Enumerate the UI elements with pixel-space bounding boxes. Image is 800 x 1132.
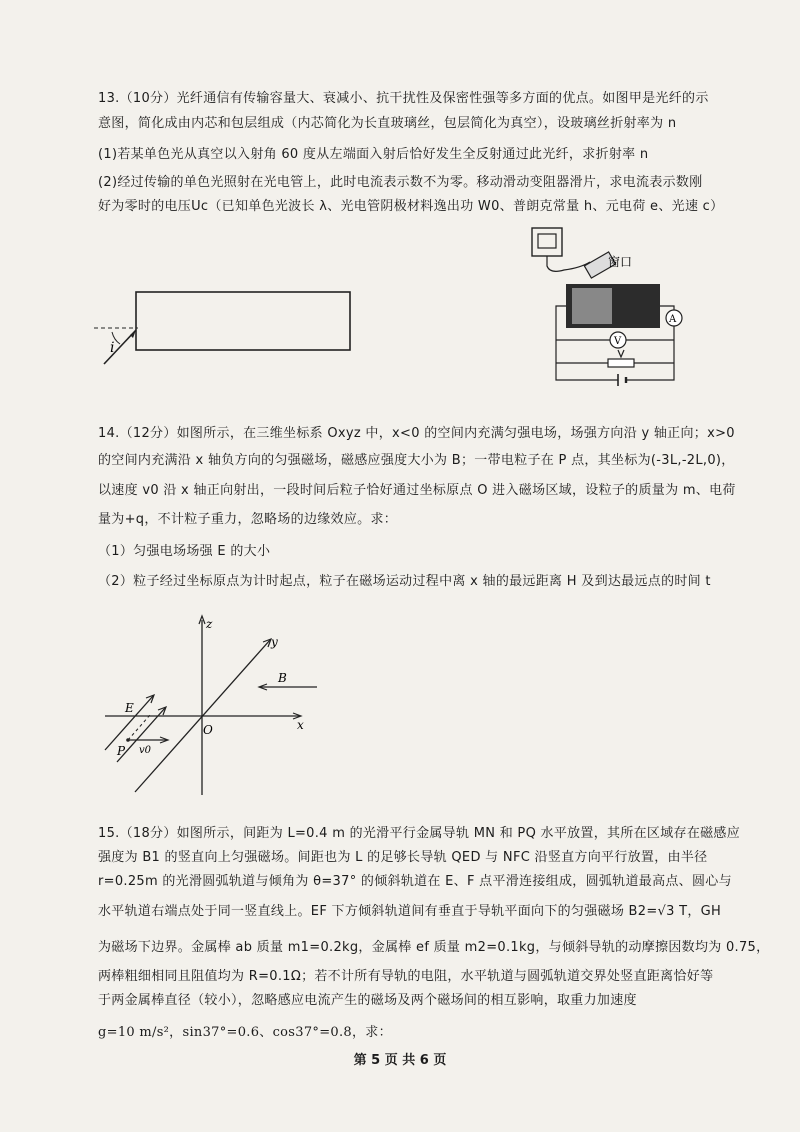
y-label: y: [271, 635, 278, 649]
p-projection-y: [128, 715, 150, 740]
q14-line-6: （2）粒子经过坐标原点为计时起点，粒子在磁场运动过程中离 x 轴的最远距离 H 及到达最远点的时间 t: [98, 574, 711, 589]
rheostat-icon[interactable]: [608, 359, 634, 367]
q13-line-3: (1)若某单色光从真空以入射角 60 度从左端面入射后恰好发生全反射通过此光纤，求折射率 n: [98, 147, 649, 162]
voltmeter-label: V: [614, 336, 622, 347]
z-label: z: [206, 617, 213, 631]
q13-fiber-figure: [90, 280, 360, 380]
q13-line-4: (2)经过传输的单色光照射在光电管上，此时电流表示数不为零。移动滑动变阻器滑片，求电流表示数刚: [98, 175, 703, 190]
q14-line-2: 的空间内充满沿 x 轴负方向的匀强磁场，磁感应强度大小为 B；一带电粒子在 P 点，其坐标为(-3L,-2L,0)，: [98, 453, 735, 468]
light-source-box: [532, 228, 562, 256]
q15-line-3: r=0.25m 的光滑圆弧轨道与倾角为 θ=37° 的倾斜轨道在 E、F 点平滑连接组成，圆弧轨道最高点、圆心与: [98, 874, 732, 889]
page-footer: 第 5 页 共 6 页: [353, 1053, 447, 1068]
q15-line-7: 于两金属棒直径（较小），忽略感应电流产生的磁场及两个磁场间的相互影响，取重力加速度: [98, 993, 637, 1008]
incidence-angle-label: i: [110, 340, 115, 356]
q13-line-1: 13.（10分）光纤通信有传输容量大、衰减小、抗干扰性及保密性强等多方面的优点。如图甲是光纤的示: [98, 91, 709, 106]
b-label: B: [278, 671, 287, 685]
v0-label: v0: [139, 745, 152, 756]
x-label: x: [297, 718, 304, 732]
point-p: [126, 738, 130, 742]
circuit-wire-right-top: [660, 306, 674, 310]
q14-line-3: 以速度 v0 沿 x 轴正向射出，一段时间后粒子恰好通过坐标原点 O 进入磁场区域，设粒子的质量为 m、电荷: [98, 483, 736, 498]
q13-photocell-figure: [520, 222, 700, 387]
q14-coordinate-figure: [95, 610, 325, 805]
q15-line-8: g=10 m/s²，sin37°=0.6、cos37°=0.8，求：: [98, 1025, 392, 1040]
q15-line-6: 两棒粗细相同且阻值均为 R=0.1Ω；若不计所有导轨的电阻，水平轨道与圆弧轨道交界处竖直距离恰好等: [98, 969, 714, 984]
ray-arrow-icon: [130, 330, 136, 338]
origin-label: O: [203, 723, 213, 737]
light-source-icon: [538, 234, 556, 248]
slider-arrow-icon[interactable]: [618, 350, 624, 357]
p-label: P: [117, 744, 126, 758]
e-label: E: [125, 701, 134, 715]
q13-line-2: 意图，简化成由内芯和包层组成（内芯简化为长直玻璃丝，包层简化为真空），设玻璃丝折射率为 n: [98, 116, 677, 131]
q15-line-5: 为磁场下边界。金属棒 ab 质量 m1=0.2kg，金属棒 ef 质量 m2=0.1kg，与倾斜导轨的动摩擦因数均为 0.75，: [98, 940, 770, 955]
q13-line-5: 好为零时的电压Uc（已知单色光波长 λ、光电管阴极材料逸出功 W0、普朗克常量 h、元电荷 e、光速 c）: [98, 199, 724, 214]
q15-line-4: 水平轨道右端点处于同一竖直线上。EF 下方倾斜轨道间有垂直于导轨平面向下的匀强磁场 B2=√3 T，GH: [98, 904, 722, 919]
circuit-wire-right: [626, 326, 674, 380]
q14-line-4: 量为+q，不计粒子重力，忽略场的边缘效应。求：: [98, 512, 398, 527]
q15-line-1: 15.（18分）如图所示，间距为 L=0.4 m 的光滑平行金属导轨 MN 和 PQ 水平放置，其所在区域存在磁感应: [98, 826, 741, 841]
q14-line-1: 14.（12分）如图所示，在三维坐标系 Oxyz 中，x<0 的空间内充满匀强电场，场强方向沿 y 轴正向；x>0: [98, 426, 735, 441]
q14-line-5: （1）匀强电场场强 E 的大小: [98, 544, 271, 559]
ammeter-label: A: [669, 314, 677, 325]
q15-line-2: 强度为 B1 的竖直向上匀强磁场。间距也为 L 的足够长导轨 QED 与 NFC 沿竖直方向平行放置，由半径: [98, 850, 708, 865]
window-label: 窗口: [608, 255, 633, 269]
fiber-core-outline: [136, 292, 350, 350]
phototube-cathode: [572, 288, 612, 324]
fiber-cable: [547, 256, 590, 271]
